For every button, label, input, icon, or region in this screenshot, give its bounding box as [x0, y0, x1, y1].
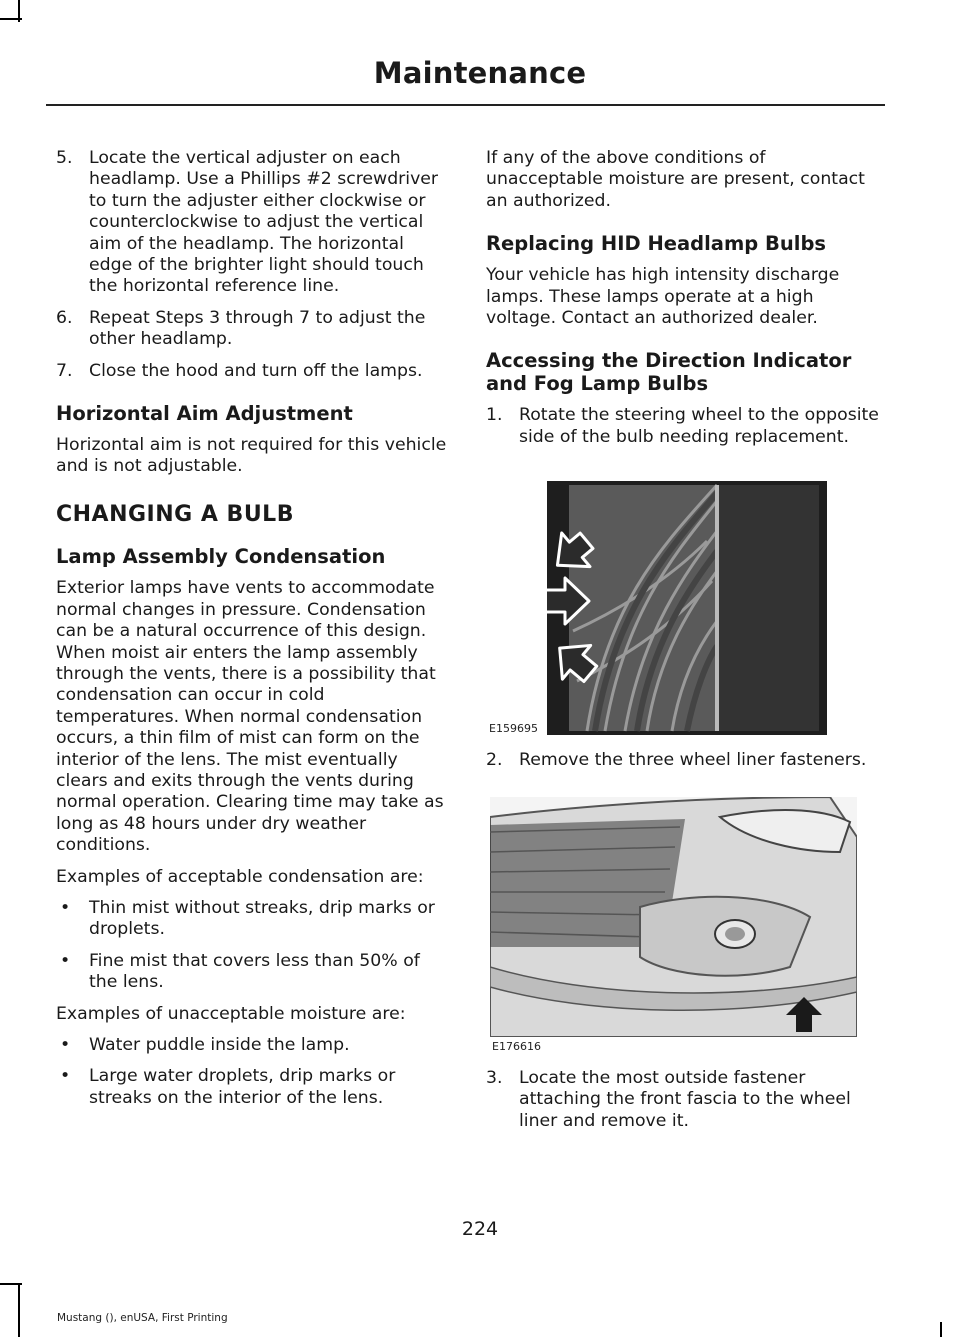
front-fascia-illustration [490, 797, 857, 1037]
step-2 [486, 750, 882, 771]
paragraph-unacceptable: Examples of unacceptable moisture are: [56, 1003, 406, 1024]
list-item-text: Fine mist that covers less than 50% of the lens. [89, 950, 420, 993]
step-text: Repeat Steps 3 through 7 to adjust the other headlamp. [89, 307, 426, 350]
header-divider [46, 104, 885, 106]
figure-code: E159695 [489, 722, 538, 735]
list-item-text: Large water droplets, drip marks or streaks on the interior of the lens. [89, 1066, 396, 1108]
step-6 [56, 308, 448, 351]
step-number: 6. [56, 307, 73, 328]
list-item [56, 1035, 448, 1056]
step-text: Locate the most outside fastener attaching the front fascia to the wheel liner and remove it. [519, 1068, 851, 1131]
heading-horizontal-aim: Horizontal Aim Adjustment [56, 402, 353, 426]
left-column [56, 148, 448, 1119]
step-3 [486, 1068, 882, 1132]
list-item [56, 1066, 448, 1109]
list-item-text: Thin mist without streaks, drip marks or droplets. [89, 897, 435, 940]
step-text: Rotate the steering wheel to the opposite side of the bulb needing replacement. [519, 405, 879, 447]
step-7 [56, 361, 448, 382]
heading-accessing: Accessing the Direction Indicator and Fog Lamp Bulbs [486, 349, 852, 396]
paragraph-hid: Your vehicle has high intensity discharge lamps. These lamps operate at a high voltage. Contact an authorized dealer. [486, 265, 840, 329]
heading-hid: Replacing HID Headlamp Bulbs [486, 232, 827, 256]
bullet-glyph: • [60, 1066, 71, 1087]
step-text: Close the hood and turn off the lamps. [89, 360, 423, 381]
step-text: Remove the three wheel liner fasteners. [519, 750, 867, 770]
crop-mark-bottom-left-h [0, 1283, 22, 1285]
figure-front-fascia-image [490, 797, 857, 1037]
bullet-glyph: • [60, 1035, 71, 1055]
right-column-step3 [486, 1068, 882, 1142]
step-number: 7. [56, 360, 73, 381]
wheel-liner-illustration [547, 481, 827, 735]
list-item-text: Water puddle inside the lamp. [89, 1035, 350, 1055]
right-column-step2 [486, 750, 882, 781]
crop-mark-bottom-left-v [18, 1285, 20, 1337]
step-number: 2. [486, 750, 503, 770]
step-number: 3. [486, 1068, 503, 1088]
bullet-glyph: • [60, 950, 71, 971]
step-text: Locate the vertical adjuster on each headlamp. Use a Phillips #2 screwdriver to turn the adjuster either clockwise or counterclockwise to adjust the vertical aim of the headlamp. The horizontal edge of the brighter light should touch the horizontal reference line. [89, 148, 439, 297]
paragraph-acceptable: Examples of acceptable condensation are: [56, 866, 424, 887]
bullet-glyph: • [60, 897, 71, 918]
heading-condensation: Lamp Assembly Condensation [56, 545, 386, 569]
step-number: 5. [56, 148, 73, 168]
step-5 [56, 148, 448, 298]
right-column [486, 148, 882, 458]
list-item [56, 898, 448, 941]
step-1 [486, 405, 882, 448]
paragraph-conditions: If any of the above conditions of unacceptable moisture are present, contact an authorized. [486, 148, 865, 211]
list-item [56, 951, 448, 994]
crop-mark-bottom-right-v [940, 1322, 942, 1337]
footer-text: Mustang (), enUSA, First Printing [57, 1312, 228, 1324]
figure-wheel-liner-image [547, 481, 827, 735]
crop-mark-top-left-h [0, 18, 22, 20]
page-title: Maintenance [373, 56, 587, 90]
paragraph-condensation: Exterior lamps have vents to accommodate normal changes in pressure. Condensation can be a natural occurrence of this design. When moist air enters the lamp assembly through the vents, there is a possibility that condensation can occur in cold temperatures. When normal condensation occurs, a thin film of mist can form on the interior of the lens. The mist eventually clears and exits through the vents during normal operation. Clearing time may take as long as 48 hours under dry weather conditions. [56, 578, 444, 856]
paragraph-horizontal-aim: Horizontal aim is not required for this vehicle and is not adjustable. [56, 435, 447, 477]
figure-code: E176616 [492, 1040, 541, 1053]
step-number: 1. [486, 405, 503, 426]
heading-changing-bulb: CHANGING A BULB [56, 501, 294, 527]
page-number: 224 [461, 1218, 499, 1240]
